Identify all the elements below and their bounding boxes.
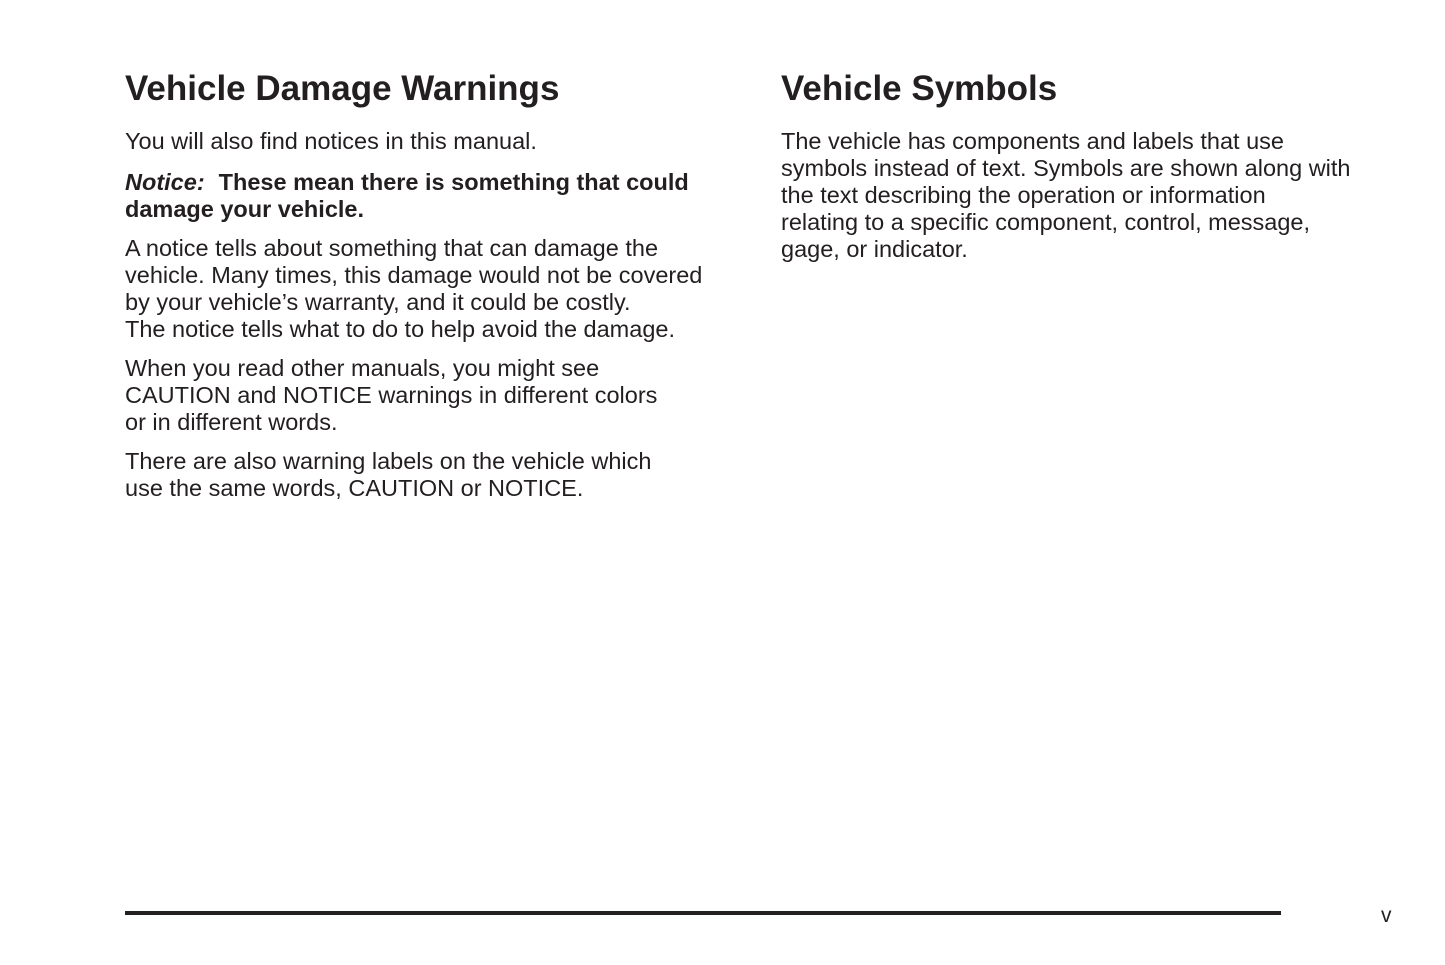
body-paragraph: When you read other manuals, you might see CAUTION and NOTICE warnings in different colors or in different words. bbox=[125, 355, 658, 435]
section-heading-vehicle-damage-warnings: Vehicle Damage Warnings bbox=[125, 69, 560, 108]
notice-text: These mean there is something that could damage your vehicle. bbox=[125, 169, 689, 222]
intro-paragraph: You will also find notices in this manual. bbox=[125, 128, 537, 154]
page-number: v bbox=[1381, 904, 1392, 927]
section-heading-vehicle-symbols: Vehicle Symbols bbox=[781, 69, 1058, 108]
body-paragraph: A notice tells about something that can damage the vehicle. Many times, this damage would not be covered by your vehicle’s warranty, and it could be costly. The notice tells what to do to help avoid the damage. bbox=[125, 235, 703, 342]
notice-block bbox=[125, 169, 735, 223]
left-column bbox=[125, 68, 735, 514]
notice-label: Notice: bbox=[125, 169, 205, 195]
body-paragraph: There are also warning labels on the vehicle which use the same words, CAUTION or NOTICE. bbox=[125, 448, 652, 501]
body-paragraph: The vehicle has components and labels that use symbols instead of text. Symbols are shown along with the text describing the operation or information relating to a specific component, control, message, gage, or indicator. bbox=[781, 128, 1351, 262]
footer-rule bbox=[125, 911, 1281, 915]
right-column bbox=[781, 68, 1391, 275]
